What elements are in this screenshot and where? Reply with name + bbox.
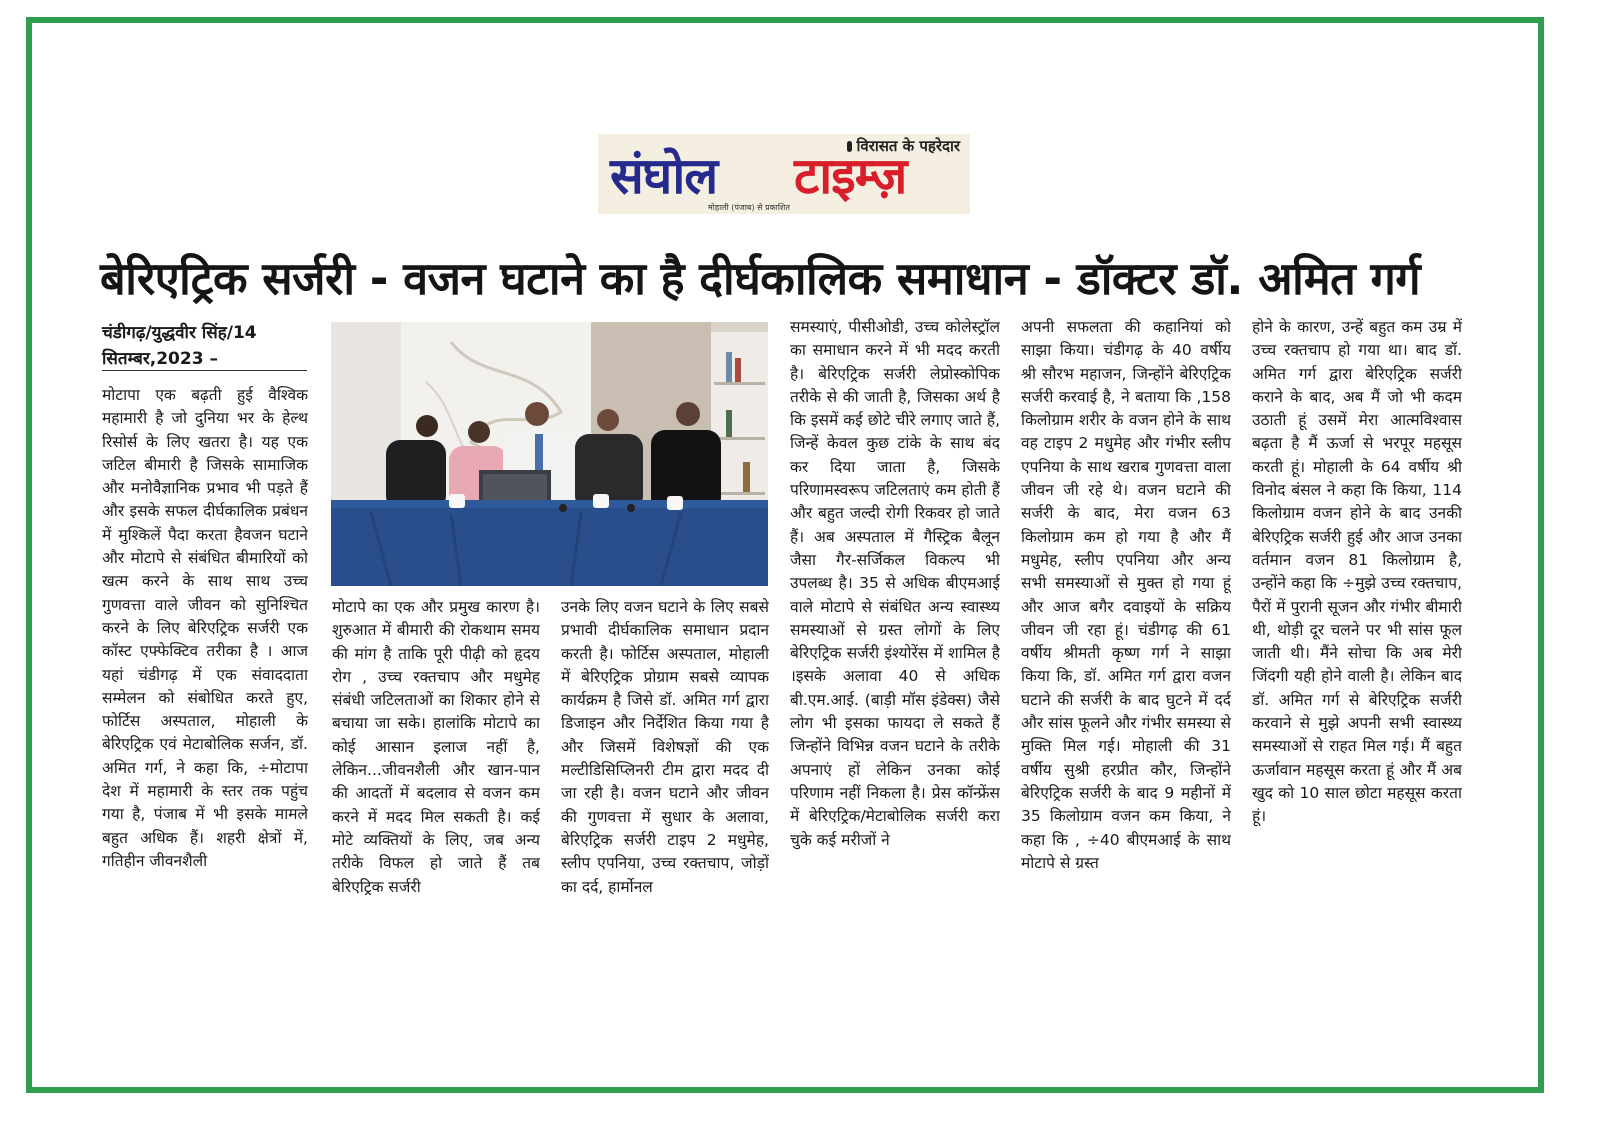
article-column-6: होने के कारण, उन्हें बहुत कम उम्र में उच्च रक्तचाप हो गया था। बाद डॉ. अमित गर्ग द्वारा बेरिएट्रिक सर्जरी कराने के बाद, अब मैं जो भी कदम उठाती हूं उसमें मेरा आत्मविश्वास बढ़ता है मैं ऊर्जा से भरपूर महसूस करती हूं। मोहाली के 64 वर्षीय श्री विनोद बंसल ने कहा कि किया, 114 किलोग्राम वजन होने के बाद उनकी बेरिएट्रिक सर्जरी हुई और आज उनका वर्तमान वजन 81 किलोग्राम है, उन्होंने कहा कि ÷मुझे उच्च रक्तचाप, पैरों में पुरानी सूजन और गंभीर बीमारी थी, थोड़ी दूर चलने पर भी सांस फूल जाती थी। मैंने सोचा कि अब मेरी जिंदगी यही होने वाली है। लेकिन बाद डॉ. अमित गर्ग से बेरिएट्रिक सर्जरी करवाने से मुझे अपनी सभी स्वास्थ्य समस्याओं से राहत मिल गई। मैं बहुत ऊर्जावान महसूस करता हूं और मैं अब खुद को 10 साल छोटा महसूस करता हूं। bbox=[1252, 318, 1462, 826]
masthead-subtagline: मोहाली (पंजाब) से प्रकाशित bbox=[708, 203, 790, 212]
article-column-1: मोटापा एक बढ़ती हुई वैश्विक महामारी है जो दुनिया भर के हेल्थ रिसोर्स के लिए खतरा है। यह एक जटिल बीमारी है जिसके सामाजिक और मनोवैज्ञानिक प्रभाव भी पड़ते हैं और इसके सफल दीर्घकालिक प्रबंधन में मुश्किलें पैदा करता हैवजन घटाने और मोटापे से संबंधित बीमारियों को खत्म करने के साथ साथ उच्च गुणवत्ता वाले जीवन को सुनिश्चित करने के लिए बेरिएट्रिक सर्जरी एक कॉस्ट एफ्फेक्टिव तरीका है । आज यहां चंडीगढ़ में एक संवाददाता सम्मेलन को संबोधित करते हुए, फोर्टिस अस्पताल, मोहाली के बेरिएट्रिक एवं मेटाबोलिक सर्जन, डॉ. अमित गर्ग, ने कहा कि, ÷मोटापा देश में महामारी के स्तर तक पहुंच गया है, पंजाब में भी इसके मामले बहुत अधिक हैं। शहरी क्षेत्रों में, गतिहीन जीवनशैली bbox=[102, 386, 308, 870]
newspaper-masthead bbox=[598, 134, 970, 214]
article-column-4: समस्याएं, पीसीओडी, उच्च कोलेस्ट्रॉल का समाधान करने में भी मदद करती है। बेरिएट्रिक सर्जरी लेप्रोस्कोपिक तरीके से की जाती है, जिसका अर्थ है कि इसमें कई छोटे चीरे लगाए जाते हैं, जिन्हें केवल कुछ टांके के साथ बंद कर दिया जाता है, जिसके परिणामस्वरूप जटिलताएं कम होती हैं और बहुत जल्दी रोगी रिकवर हो जाते हैं। अब अस्पताल में गैस्ट्रिक बैलून जैसा गैर-सर्जिकल विकल्प भी उपलब्ध है। 35 से अधिक बीएमआई वाले मोटापे से संबंधित अन्य स्वास्थ्य समस्याओं से ग्रस्त लोगों के लिए बेरिएट्रिक सर्जरी इंश्योरेंस में शामिल है ।इसके अलावा 40 से अधिक बी.एम.आई. (बाड़ी मॉस इंडेक्स) जैसे लोग भी इसका फायदा ले सकते हैं जिन्होंने विभिन्न वजन घटाने के तरीके अपनाएं हों लेकिन उनका कोई परिणाम नहीं निकला है। प्रेस कॉन्फ्रेंस में बेरिएट्रिक/मेटाबोलिक सर्जरी करा चुके कई मरीजों ने bbox=[790, 318, 1000, 849]
press-conference-photo bbox=[331, 322, 768, 586]
dateline-divider bbox=[102, 370, 307, 371]
masthead-tagline-text: विरासत के पहरेदार bbox=[856, 137, 960, 155]
article-column-3: उनके लिए वजन घटाने के लिए सबसे प्रभावी दीर्घकालिक समाधान प्रदान करती है। फोर्टिस अस्पताल, मोहाली में बेरिएट्रिक प्रोग्राम सबसे व्यापक कार्यक्रम है जिसे डॉ. अमित गर्ग द्वारा डिजाइन और निर्देशित किया गया है और जिसमें विशेषज्ञों की एक मल्टीडिसिप्लिनरी टीम द्वारा मदद दी जा रही है। वजन घटाने और जीवन की गुणवत्ता में सुधार के अलावा, बेरिएट्रिक सर्जरी टाइप 2 मधुमेह, स्लीप एपनिया, उच्च रक्तचाप, जोड़ों का दर्द, हार्मोनल bbox=[561, 598, 769, 896]
article-column-2: मोटापे का एक और प्रमुख कारण है। शुरुआत में बीमारी की रोकथाम समय की मांग है ताकि पूरी पीढ़ी को हृदय रोग , उच्च रक्तचाप और मधुमेह संबंधी जटिलताओं का शिकार होने से बचाया जा सके। हालांकि मोटापे का कोई आसान इलाज नहीं है, लेकिन...जीवनशैली और खान-पान की आदतों में बदलाव से वजन कम करने में मदद मिल सकती है। कई मोटे व्यक्तियों के लिए, जब अन्य तरीके विफल हो जाते हैं तब बेरिएट्रिक सर्जरी bbox=[332, 598, 540, 896]
masthead-name-part1: संघोल bbox=[610, 147, 718, 205]
article-dateline: चंडीगढ़/युद्धवीर सिंह/14 सितम्बर,2023 – bbox=[102, 323, 257, 369]
article-column-5: अपनी सफलता की कहानियां को साझा किया। चंडीगढ़ के 40 वर्षीय श्री सौरभ महाजन, जिन्होंने बेरिएट्रिक सर्जरी करवाई है, ने बताया कि ,158 किलोग्राम शरीर के वजन होने के साथ वह टाइप 2 मधुमेह और गंभीर स्लीप एपनिया के साथ खराब गुणवत्ता वाला जीवन जी रहे थे। वजन घटाने की सर्जरी के बाद, मेरा वजन 63 किलोग्राम कम हो गया है और मैं मधुमेह, स्लीप एपनिया और अन्य सभी समस्याओं से मुक्त हो गया हूं और आज बगैर दवाइयों के सक्रिय जीवन जी रहा हूं। चंडीगढ़ की 61 वर्षीय श्रीमती कृष्ण गर्ग ने साझा किया कि, डॉ. अमित गर्ग द्वारा वजन घटाने की सर्जरी के बाद घुटने में दर्द और सांस फूलने और गंभीर समस्या से मुक्ति मिल गई। मोहाली की 31 वर्षीय सुश्री हरप्रीत कौर, जिन्होंने बेरिएट्रिक सर्जरी के बाद 9 महीनों में 35 किलोग्राम वजन कम किया, ने कहा कि , ÷40 बीएमआई के साथ मोटापे से ग्रस्त bbox=[1021, 318, 1231, 872]
masthead-name-part2: टाइम्ज़ bbox=[794, 147, 907, 205]
article-headline: बेरिएट्रिक सर्जरी - वजन घटाने का है दीर्घकालिक समाधान - डॉक्टर डॉ. अमित गर्ग bbox=[100, 252, 1421, 305]
